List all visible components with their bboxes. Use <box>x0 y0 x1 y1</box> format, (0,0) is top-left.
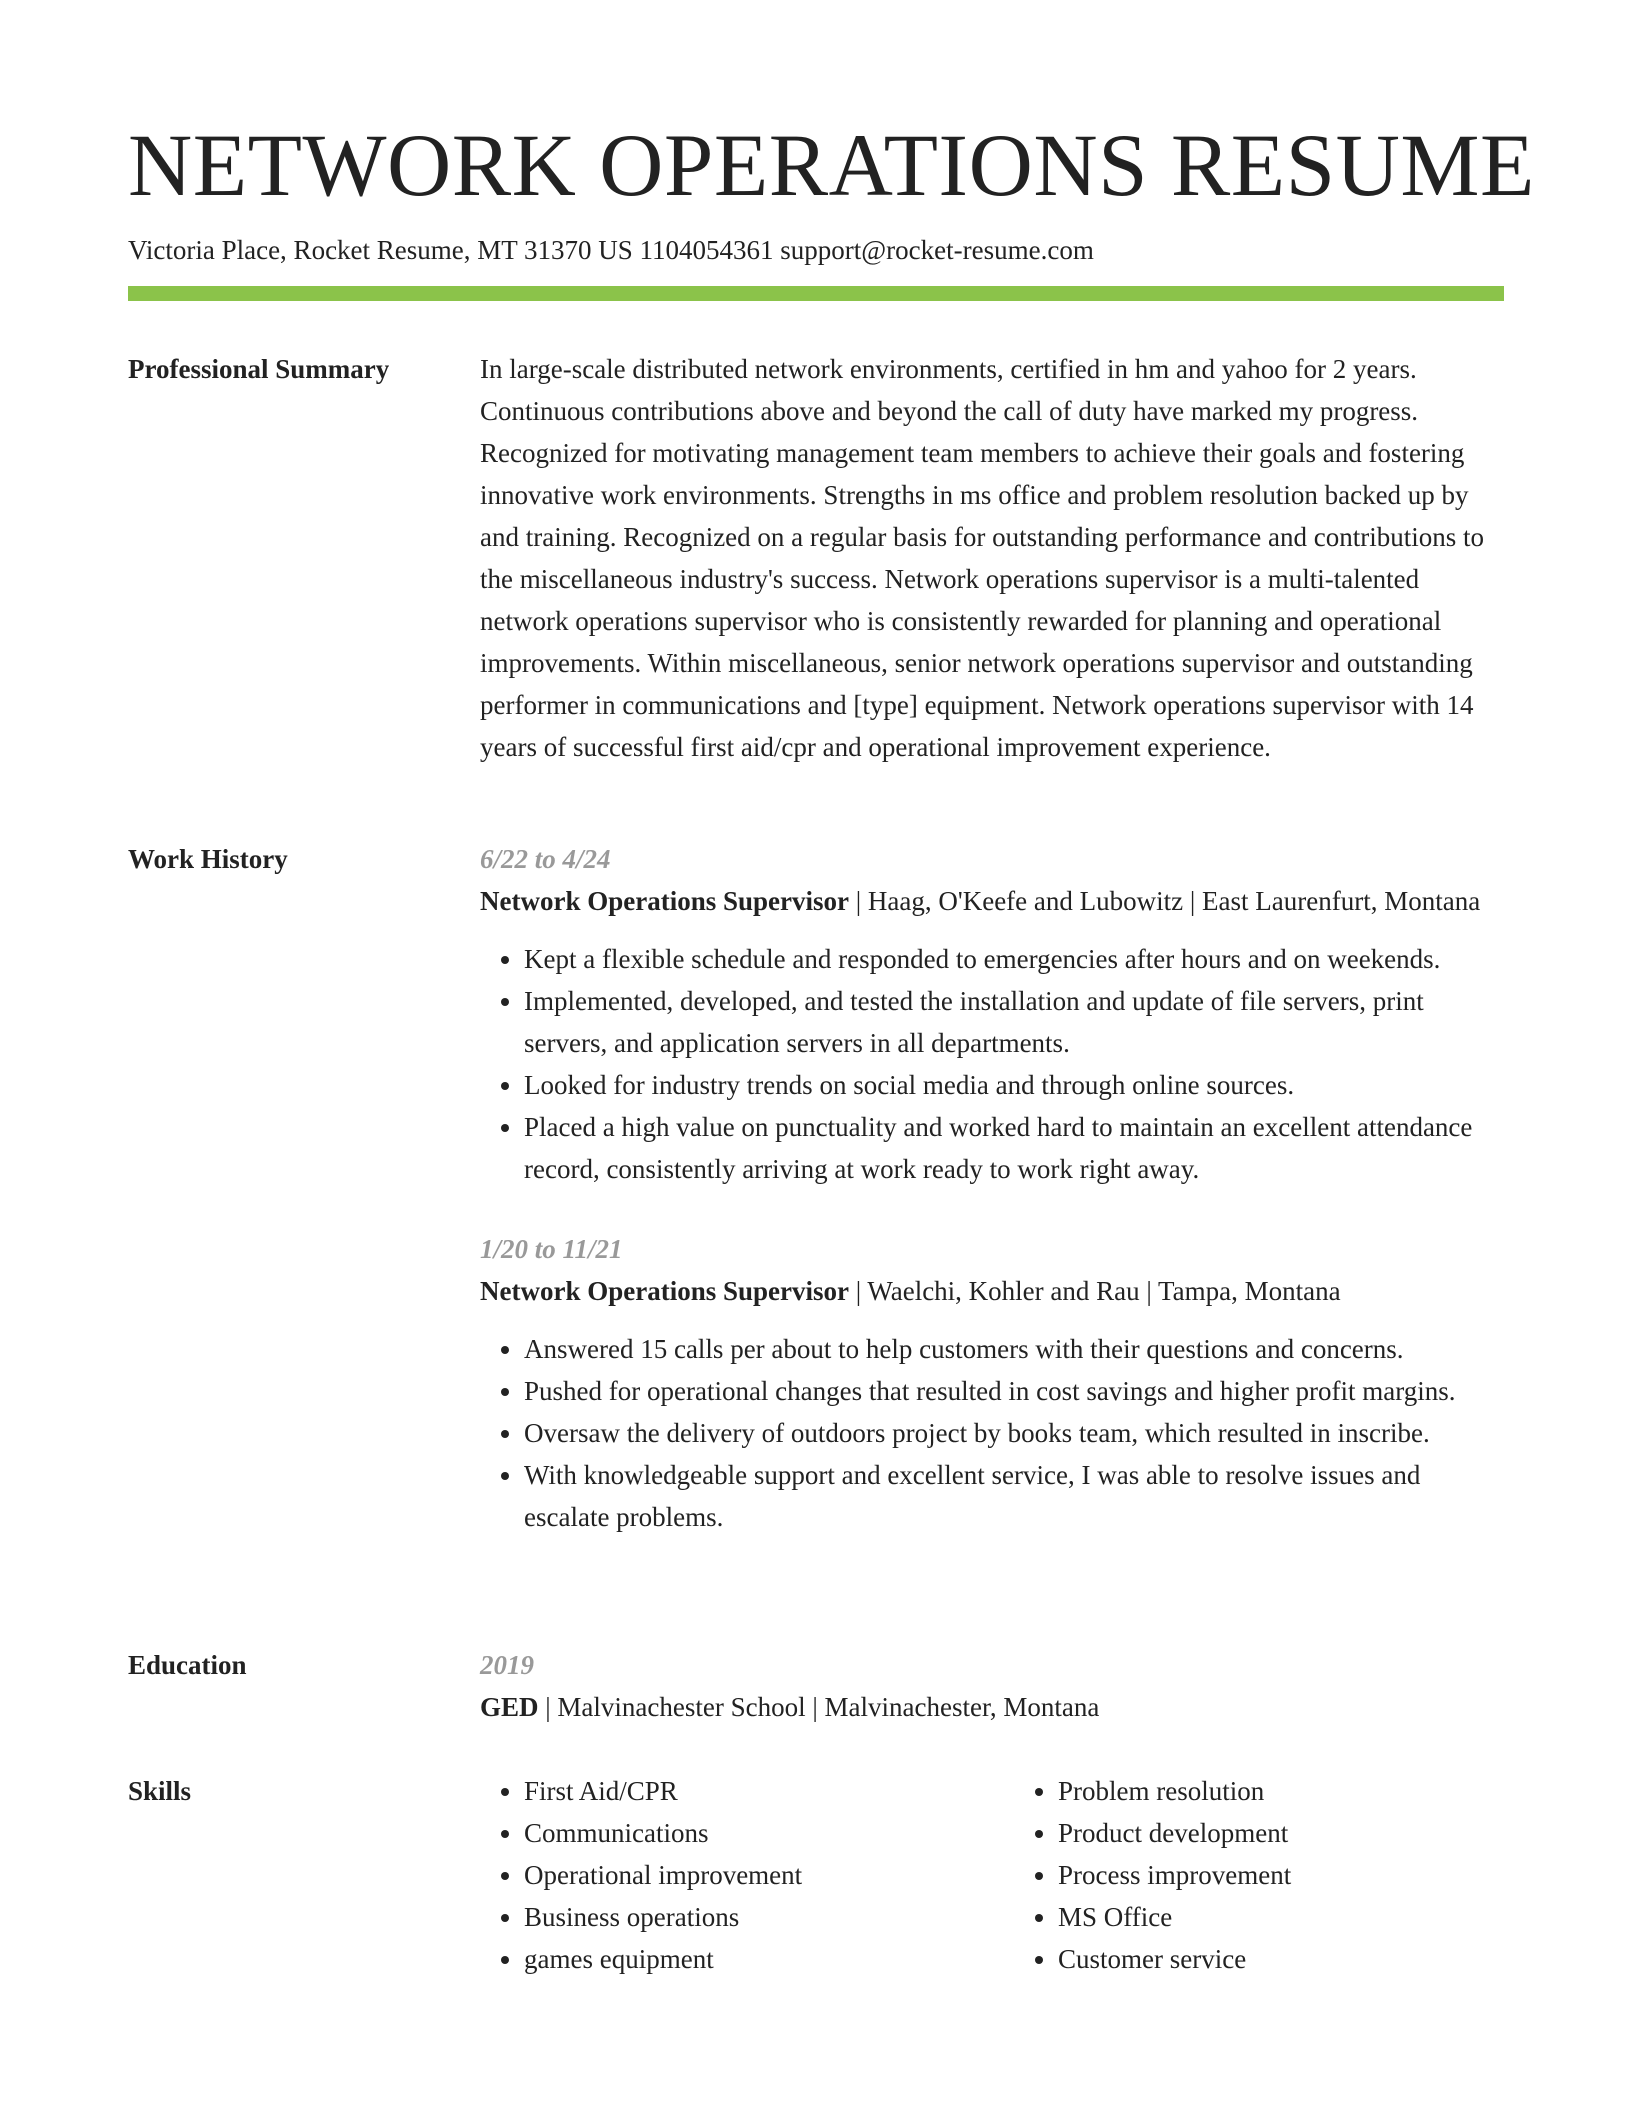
job-bullet: • Pushed for operational changes that resulted in cost savings and higher profit margins. <box>524 1370 1504 1412</box>
section-label-education: Education <box>128 1650 247 1680</box>
skill-item: • Business operations <box>524 1896 970 1938</box>
skill-item: • First Aid/CPR <box>524 1770 970 1812</box>
summary-text: In large-scale distributed network environments, certified in hm and yahoo for 2 years. Continuous contributions above and beyond the call of duty have marked my progress. Recognized for motivating management team members to achieve their goals and fostering innovative work environments. Strengths in ms office and problem resolution backed up by and training. Recognized on a regular basis for outstanding performance and contributions to the miscellaneous industry's success. Network operations supervisor is a multi-talented network operations supervisor who is consistently rewarded for planning and operational improvements. Within miscellaneous, senior network operations supervisor and outstanding performer in communications and [type] equipment. Network operations supervisor with 14 years of successful first aid/cpr and operational improvement experience. <box>480 354 1484 762</box>
job-title: Network Operations Supervisor <box>480 886 849 916</box>
skill-item: • Customer service <box>1058 1938 1504 1980</box>
job-heading <box>480 880 1504 922</box>
education-heading <box>480 1686 1504 1728</box>
job-entry <box>480 838 1504 1190</box>
skill-item: • Operational improvement <box>524 1854 970 1896</box>
education-degree: GED <box>480 1692 539 1722</box>
skills-list-right <box>1014 1770 1504 1980</box>
contact-line: Victoria Place, Rocket Resume, MT 31370 US 1104054361 support@rocket-resume.com <box>128 235 1094 265</box>
job-entry <box>480 1228 1504 1538</box>
job-bullet: • Implemented, developed, and tested the installation and update of file servers, print servers, and application servers in all departments. <box>524 980 1504 1064</box>
section-label-skills: Skills <box>128 1776 192 1806</box>
job-employer-location: | Waelchi, Kohler and Rau | Tampa, Montana <box>848 1276 1341 1306</box>
work-history-content <box>480 838 1504 1538</box>
job-bullet: • Placed a high value on punctuality and worked hard to maintain an excellent attendance record, consistently arriving at work ready to work right away. <box>524 1106 1504 1190</box>
summary-content <box>480 348 1504 768</box>
job-employer-location: | Haag, O'Keefe and Lubowitz | East Laurenfurt, Montana <box>848 886 1481 916</box>
skill-item: • Communications <box>524 1812 970 1854</box>
education-date: 2019 <box>480 1650 534 1680</box>
skill-item: • Problem resolution <box>1058 1770 1504 1812</box>
skills-list-left <box>480 1770 970 1980</box>
skill-item: • Product development <box>1058 1812 1504 1854</box>
job-bullet: • Looked for industry trends on social media and through online sources. <box>524 1064 1504 1106</box>
resume-title: NETWORK OPERATIONS RESUME <box>128 117 1535 215</box>
job-bullet: • Oversaw the delivery of outdoors project by books team, which resulted in inscribe. <box>524 1412 1504 1454</box>
job-heading <box>480 1270 1504 1312</box>
skill-item: • MS Office <box>1058 1896 1504 1938</box>
job-bullet: • Kept a flexible schedule and responded to emergencies after hours and on weekends. <box>524 938 1504 980</box>
job-dates: 1/20 to 11/21 <box>480 1234 623 1264</box>
job-title: Network Operations Supervisor <box>480 1276 849 1306</box>
header-divider <box>128 286 1504 301</box>
skills-content <box>480 1770 1504 1980</box>
education-school-location: | Malvinachester School | Malvinachester, Montana <box>538 1692 1100 1722</box>
skill-item: • Process improvement <box>1058 1854 1504 1896</box>
job-bullets <box>480 1328 1504 1538</box>
job-bullets <box>480 938 1504 1190</box>
section-label-work-history: Work History <box>128 844 288 874</box>
education-content <box>480 1644 1504 1728</box>
job-bullet: • With knowledgeable support and excellent service, I was able to resolve issues and escalate problems. <box>524 1454 1504 1538</box>
skill-item: • games equipment <box>524 1938 970 1980</box>
job-bullet: • Answered 15 calls per about to help customers with their questions and concerns. <box>524 1328 1504 1370</box>
job-dates: 6/22 to 4/24 <box>480 844 611 874</box>
section-label-summary: Professional Summary <box>128 354 390 384</box>
